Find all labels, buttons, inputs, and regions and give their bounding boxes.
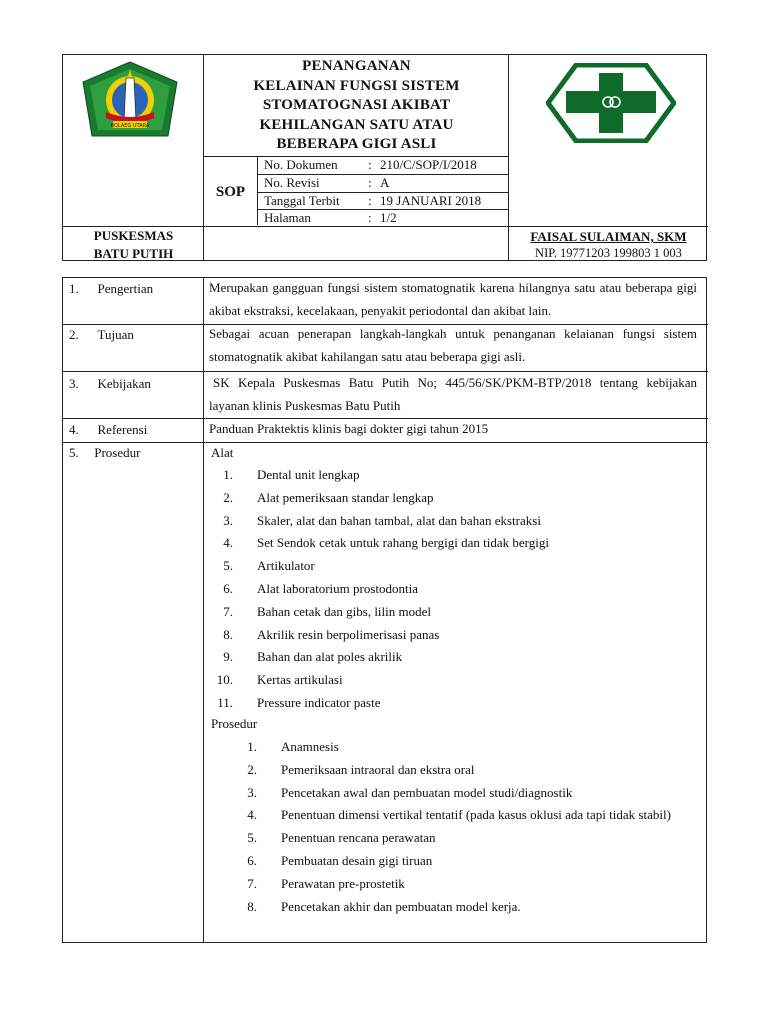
title-line: STOMATOGNASI AKIBAT xyxy=(262,97,451,113)
meta-row-revision xyxy=(258,174,509,192)
puskesmas-line: BATU PUTIH xyxy=(93,246,174,261)
meta-row-page xyxy=(258,209,509,227)
regency-emblem-logo xyxy=(80,60,180,140)
meta-key: No. Revisi xyxy=(264,175,320,190)
puskesmas-line: PUSKESMAS xyxy=(93,228,174,243)
list-item: 2. Alat pemeriksaan standar lengkap xyxy=(223,489,434,505)
list-item: 8. Pencetakan akhir dan pembuatan model kerja. xyxy=(247,898,521,914)
health-service-logo xyxy=(546,63,676,143)
list-item: 7. Bahan cetak dan gibs, lilin model xyxy=(223,603,432,619)
section-number: 4. xyxy=(69,422,79,437)
list-item: 10. Kertas artikulasi xyxy=(216,672,343,688)
header-divider xyxy=(508,226,708,227)
prosedur-list xyxy=(235,736,701,918)
meta-row-issue-date xyxy=(258,192,509,210)
section-label-kebijakan xyxy=(69,375,151,393)
table-divider xyxy=(63,442,708,443)
meta-key: Halaman xyxy=(264,210,311,225)
meta-key: No. Dokumen xyxy=(264,157,338,172)
meta-value: A xyxy=(380,175,390,190)
list-item: 6. Alat laboratorium prostodontia xyxy=(223,580,419,596)
section-label-pengertian xyxy=(69,280,153,298)
alat-list xyxy=(211,464,691,715)
signatory-nip: NIP. 19771203 199803 1 003 xyxy=(535,246,682,260)
list-item: 1. Dental unit lengkap xyxy=(223,467,360,482)
table-divider xyxy=(203,278,204,942)
document-title xyxy=(204,57,509,155)
sop-content-table xyxy=(62,277,707,943)
emblem-text: BOLAEG UTARA xyxy=(110,123,150,129)
title-line: KELAINAN FUNGSI SISTEM xyxy=(253,77,460,94)
meta-value: 210/C/SOP/I/2018 xyxy=(380,157,477,172)
section-title: Prosedur xyxy=(94,445,141,460)
sop-header-table xyxy=(62,54,707,261)
list-item: 5. Penentuan rencana perawatan xyxy=(247,830,436,846)
section-text-referensi: Panduan Praktektis klinis bagi dokter gigi tahun 2015 xyxy=(209,421,489,436)
meta-value: 1/2 xyxy=(380,210,397,225)
list-item: 8. Akrilik resin berpolimerisasi panas xyxy=(223,626,440,642)
section-text-pengertian: Merupakan gangguan fungsi sistem stomatognatik karena hilangnya satu atau beberapa gigi akibat ekstraksi, kecelakaan, penyakit periodontal dan akibat lain. xyxy=(209,280,697,318)
section-title: Pengertian xyxy=(97,281,154,296)
list-item: 3. Pencetakan awal dan pembuatan model studi/diagnostik xyxy=(247,784,573,800)
list-item: 9. Bahan dan alat poles akrilik xyxy=(223,649,403,665)
meta-row-document-number xyxy=(258,156,509,174)
list-item: 2. Pemeriksaan intraoral dan ekstra oral xyxy=(247,761,475,777)
section-text-kebijakan: SK Kepala Puskesmas Batu Putih No; 445/56/SK/PKM-BTP/2018 tentang kebijakan layanan klinis Puskesmas Batu Putih xyxy=(209,375,697,413)
list-item: 1. Anamnesis xyxy=(247,739,339,754)
section-number: 1. xyxy=(69,281,79,296)
list-item: 3. Skaler, alat dan bahan tambal, alat dan bahan ekstraksi xyxy=(223,512,541,528)
sop-label: SOP xyxy=(215,183,246,200)
section-number: 2. xyxy=(69,327,79,342)
section-title: Tujuan xyxy=(97,327,134,342)
meta-value: 19 JANUARI 2018 xyxy=(380,193,482,208)
alat-heading: Alat xyxy=(211,445,234,460)
section-label-tujuan xyxy=(69,326,134,344)
section-label-prosedur xyxy=(69,444,140,462)
section-number: 5. xyxy=(69,445,79,460)
list-item: 4. Penentuan dimensi vertikal tentatif (pada kasus oklusi ada tapi tidak stabil) xyxy=(247,807,671,823)
meta-colon: : xyxy=(368,157,372,172)
list-item: 4. Set Sendok cetak untuk rahang bergigi dan tidak bergigi xyxy=(223,535,549,551)
section-title: Kebijakan xyxy=(97,376,151,391)
title-line: PENANGANAN xyxy=(302,58,411,74)
signatory-name: FAISAL SULAIMAN, SKM xyxy=(530,229,687,244)
meta-colon: : xyxy=(368,193,372,208)
list-item: 5. Artikulator xyxy=(223,558,315,574)
section-title: Referensi xyxy=(97,422,148,437)
list-item: 7. Perawatan pre-prostetik xyxy=(247,875,405,891)
section-label-referensi xyxy=(69,421,147,439)
title-line: BEBERAPA GIGI ASLI xyxy=(276,136,437,152)
section-number: 3. xyxy=(69,376,79,391)
section-text-tujuan: Sebagai acuan penerapan langkah-langkah untuk penanganan kelaianan fungsi sistem stomatognatik akibat kahilangan satu atau beberapa gigi asli. xyxy=(209,326,697,364)
title-line: KEHILANGAN SATU ATAU xyxy=(259,116,454,133)
meta-key: Tanggal Terbit xyxy=(264,193,340,208)
prosedur-heading: Prosedur xyxy=(211,716,258,731)
list-item: 6. Pembuatan desain gigi tiruan xyxy=(247,852,433,868)
meta-colon: : xyxy=(368,175,372,190)
puskesmas-name xyxy=(63,227,204,263)
meta-colon: : xyxy=(368,210,372,225)
list-item: 11. Pressure indicator paste xyxy=(217,694,381,710)
